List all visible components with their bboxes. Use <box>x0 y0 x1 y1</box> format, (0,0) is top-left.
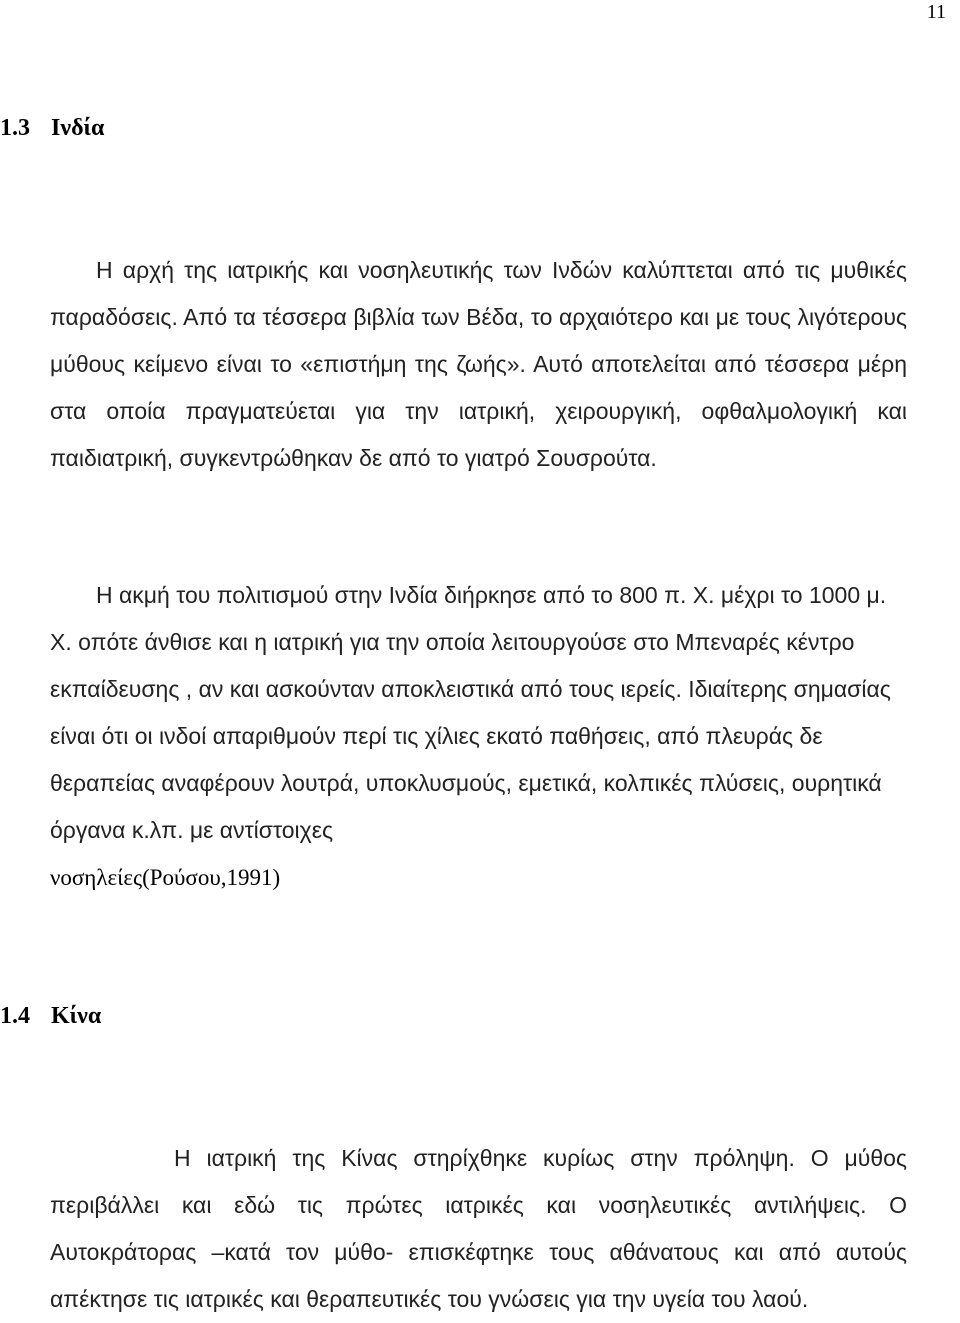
section-number: 1.3 <box>0 115 30 141</box>
section-title: Ινδία <box>51 115 105 141</box>
section-heading-china <box>0 1001 101 1031</box>
citation: νοσηλείες(Ρούσου,1991) <box>50 865 281 890</box>
paragraph-india-origins: Η αρχή της ιατρικής και νοσηλευτικής των Ινδών καλύπτεται από τις μυθικές παραδόσεις. Από τα τέσσερα βιβλία των Βέδα, το αρχαιότερο και με τους λιγότερους μύθους κείμενο είναι το «επιστήμη της ζωής». Αυτό αποτελείται από τέσσερα μέρη στα οποία πραγματεύεται για την ιατρική, χειρουργική, οφθαλμολογική και παιδιατρική, συγκεντρώθηκαν δε από το γιατρό Σουσρούτα. <box>50 257 907 471</box>
section-title: Κίνα <box>51 1003 102 1029</box>
paragraph-text: Η ακμή του πολιτισμού στην Ινδία διήρκησε από το 800 π. Χ. μέχρι το 1000 μ. Χ. οπότε άνθισε και η ιατρική για την οποία λειτουργούσε στο Μπεναρές κέντρο εκπαίδευσης , αν και ασκούνταν αποκλειστικά από τους ιερείς. Ιδιαίτερης σημασίας είναι ότι οι ινδοί απαριθμούν περί τις χίλιες εκατό παθήσεις, από πλευράς δε θεραπείας αναφέρουν λουτρά, υποκλυσμούς, εμετικά, κολπικές πλύσεις, ουρητικά όργανα κ.λπ. με αντίστοιχες <box>50 582 891 843</box>
paragraph-india-peak <box>50 572 907 901</box>
paragraph-china-prevention: Η ιατρική της Κίνας στηρίχθηκε κυρίως στην πρόληψη. Ο μύθος περιβάλλει και εδώ τις πρώτες ιατρικές και νοσηλευτικές αντιλήψεις. Ο Αυτοκράτορας –κατά τον μύθο- επισκέφτηκε τους αθάνατους και από αυτούς απέκτησε τις ιατρικές και θεραπευτικές του γνώσεις για την υγεία του λαού. <box>50 1145 907 1312</box>
section-number: 1.4 <box>0 1003 30 1029</box>
section-heading-india <box>0 113 104 143</box>
page-number: 11 <box>926 1 946 23</box>
